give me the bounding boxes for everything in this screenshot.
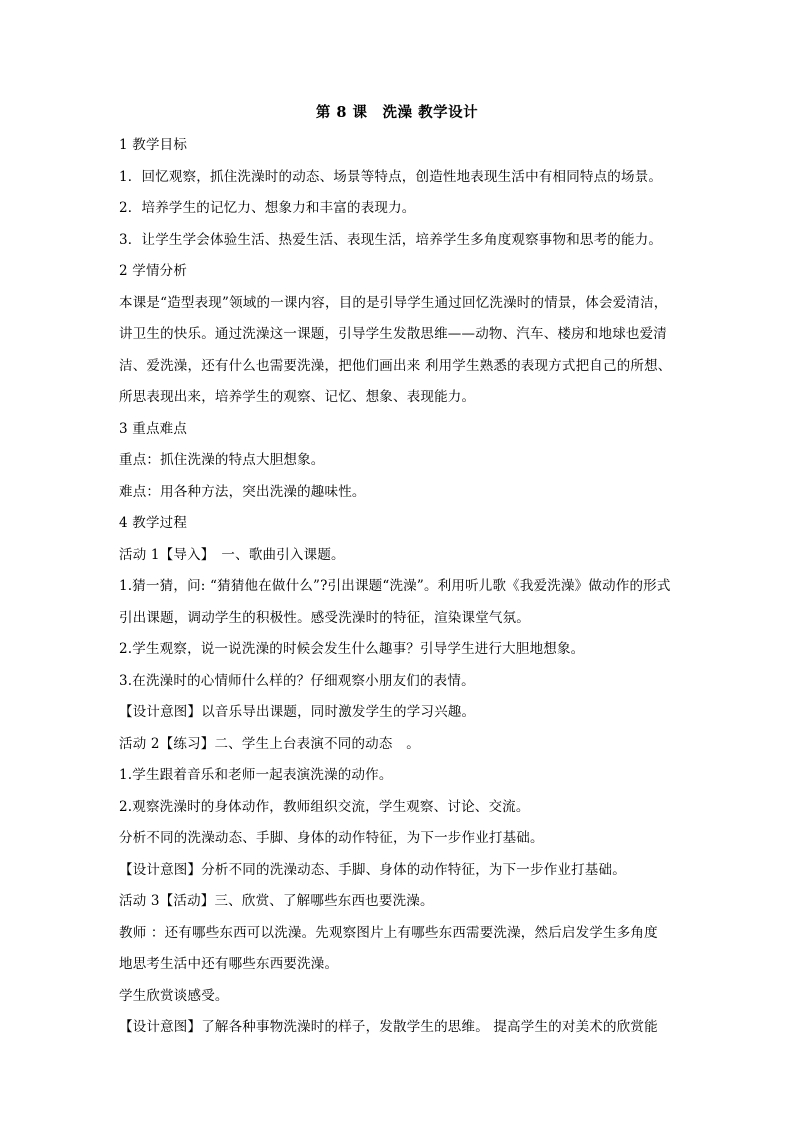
document-title: 第 8 课 洗澡 教学设计 xyxy=(315,104,479,121)
analysis-line-1: 本课是“造型表现”领域的一课内容，目的是引导学生通过回忆洗澡时的情景，体会爱清洁， xyxy=(119,294,668,311)
objective-item-3: 3．让学生学会体验生活、热爱生活、表现生活，培养学生多角度观察事物和思考的能力。 xyxy=(119,231,663,248)
activity-3-heading: 活动 3【活动】三、欣赏、了解哪些东西也要洗澡。 xyxy=(119,893,434,909)
activity-3-students: 学生欣赏谈感受。 xyxy=(119,987,229,1004)
document-body xyxy=(119,130,679,1044)
activity-3-intent: 【设计意图】了解各种事物洗澡时的样子，发散学生的思维。 提高学生的对美术的欣赏能 xyxy=(119,1019,658,1035)
activity-3-teacher: 教师 ：还有哪些东西可以洗澡。先观察图片上有哪些东西需要洗澡，然后启发学生多角度 xyxy=(119,924,658,941)
activity-2-step-2: 2.观察洗澡时的身体动作，教师组织交流，学生观察、讨论、交流。 xyxy=(119,798,530,815)
activity-3-teacher-cont: 地思考生活中还有哪些东西要洗澡。 xyxy=(119,956,339,972)
analysis-line-2: 讲卫生的快乐。通过洗澡这一课题，引导学生发散思维——动物、汽车、楼房和地球也爱清 xyxy=(119,326,667,342)
activity-1-step-1: 1.猜一猜，问: “猜猜他在做什么”?引出课题“洗澡”。利用听儿歌《我爱洗澡》做动作的形式 xyxy=(119,578,671,594)
activity-2-analysis: 分析不同的洗澡动态、手脚、身体的动作特征，为下一步作业打基础。 xyxy=(119,830,544,846)
activity-2-intent: 【设计意图】分析不同的洗澡动态、手脚、身体的动作特征，为下一步作业打基础。 xyxy=(119,861,626,878)
activity-2-step-1: 1.学生跟着音乐和老师一起表演洗澡的动作。 xyxy=(119,767,393,783)
section-heading-process: 4 教学过程 xyxy=(119,515,188,531)
section-heading-analysis: 2 学情分析 xyxy=(119,263,188,279)
keypoint-focus: 重点：抓住洗澡的特点大胆想象。 xyxy=(119,452,325,468)
keypoint-difficulty: 难点：用各种方法，突出洗澡的趣味性。 xyxy=(119,483,366,500)
section-heading-keypoints: 3 重点难点 xyxy=(119,420,188,437)
objective-item-2: 2．培养学生的记忆力、想象力和丰富的表现力。 xyxy=(119,200,416,216)
section-heading-objectives: 1 教学目标 xyxy=(119,137,188,153)
objective-item-1: 1．回忆观察，抓住洗澡时的动态、场景等特点，创造性地表现生活中有相同特点的场景。 xyxy=(119,168,663,185)
activity-1-step-3: 3.在洗澡时的心情师什么样的？仔细观察小朋友们的表情。 xyxy=(119,672,475,689)
analysis-line-4: 所思表现出来，培养学生的观察、记忆、想象、表现能力。 xyxy=(119,389,476,405)
activity-1-step-2: 2.学生观察，说一说洗澡的时候会发生什么趣事？引导学生进行大胆地想象。 xyxy=(119,641,585,657)
activity-1-step-1-cont: 引出课题，调动学生的积极性。感受洗澡时的特征，渲染课堂气氛。 xyxy=(119,609,530,626)
activity-1-intent: 【设计意图】以音乐导出课题，同时激发学生的学习兴趣。 xyxy=(119,704,476,720)
analysis-line-3: 洁、爱洗澡，还有什么也需要洗澡，把他们画出来 利用学生熟悉的表现方式把自己的所想、 xyxy=(119,357,672,374)
activity-1-heading: 活动 1【导入】 一、歌曲引入课题。 xyxy=(119,546,345,563)
activity-2-heading: 活动 2【练习】二、学生上台表演不同的动态 。 xyxy=(119,735,420,752)
